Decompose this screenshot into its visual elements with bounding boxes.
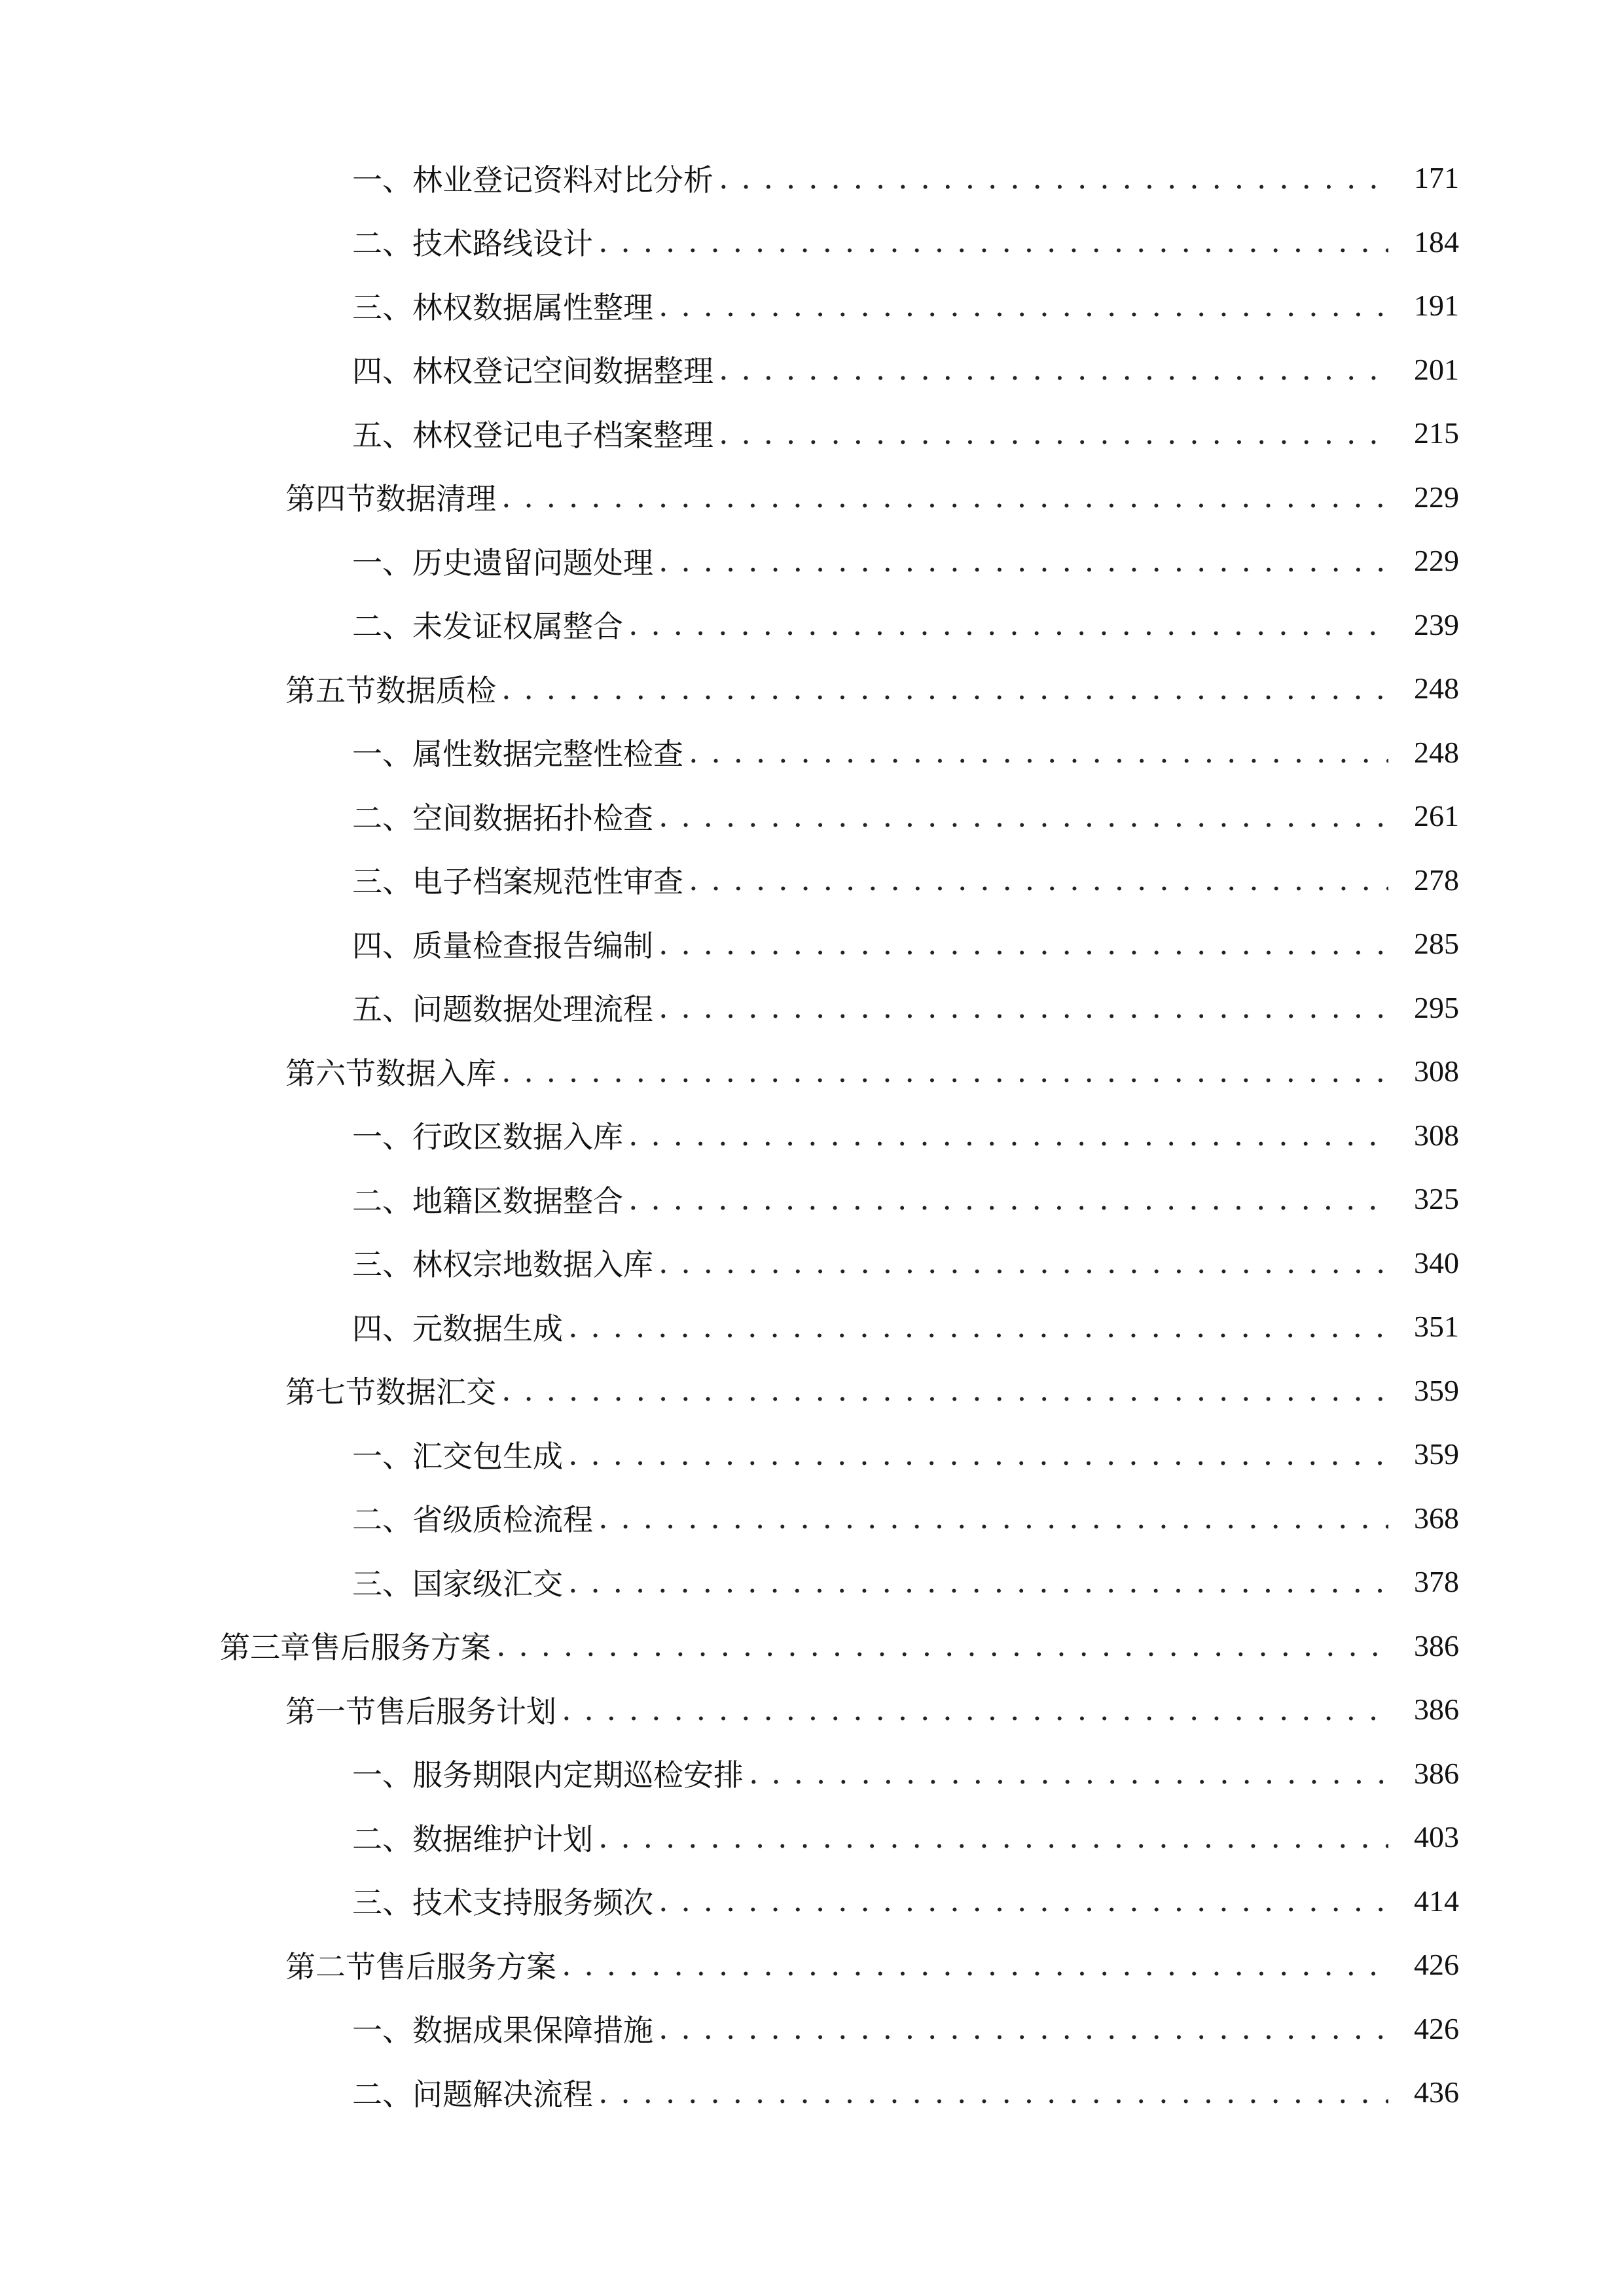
toc-entry-page-number: 359 bbox=[1414, 1437, 1459, 1471]
dot-leader bbox=[598, 224, 1388, 259]
toc-entry-item[interactable] bbox=[0, 1167, 1624, 1231]
dot-leader bbox=[568, 1309, 1388, 1344]
toc-entry-number: 一、 bbox=[352, 736, 412, 772]
toc-entry-number: 一、 bbox=[352, 1119, 412, 1155]
dot-leader bbox=[659, 926, 1388, 961]
toc-entry-title: 林权登记电子档案整理 bbox=[412, 417, 713, 453]
dot-leader bbox=[659, 798, 1388, 834]
toc-entry-number: 一、 bbox=[352, 1757, 412, 1793]
toc-entry-title: 历史遗留问题处理 bbox=[412, 545, 653, 581]
toc-entry-page-number: 436 bbox=[1414, 2075, 1459, 2109]
toc-entry-item[interactable] bbox=[0, 274, 1624, 338]
toc-entry-item[interactable] bbox=[0, 1869, 1624, 1933]
toc-entry-title: 售后服务方案 bbox=[310, 1630, 491, 1666]
toc-entry-number: 四、 bbox=[352, 1310, 412, 1346]
dot-leader bbox=[598, 2075, 1388, 2110]
toc-entry-item[interactable] bbox=[0, 976, 1624, 1040]
toc-entry-item[interactable] bbox=[0, 848, 1624, 912]
toc-entry-number: 一、 bbox=[352, 2013, 412, 2049]
toc-entry-number: 一、 bbox=[352, 162, 412, 198]
toc-entry-title: 国家级汇交 bbox=[412, 1566, 563, 1602]
toc-entry-item[interactable] bbox=[0, 1231, 1624, 1295]
dot-leader bbox=[568, 1564, 1388, 1600]
toc-entry-number: 三、 bbox=[352, 289, 412, 325]
toc-entry-number: 二、 bbox=[352, 1183, 412, 1219]
toc-entry-item[interactable] bbox=[0, 1103, 1624, 1168]
toc-entry-number: 二、 bbox=[352, 609, 412, 645]
toc-entry-page-number: 426 bbox=[1414, 1948, 1459, 1982]
toc-entry-item[interactable] bbox=[0, 1742, 1624, 1806]
toc-entry-page-number: 239 bbox=[1414, 607, 1459, 641]
toc-entry-page-number: 325 bbox=[1414, 1182, 1459, 1216]
toc-entry-item[interactable] bbox=[0, 1550, 1624, 1614]
toc-entry-number: 第五节 bbox=[285, 672, 376, 708]
dot-leader bbox=[501, 1372, 1388, 1408]
dot-leader bbox=[749, 1755, 1388, 1791]
toc-entry-title: 林权数据属性整理 bbox=[412, 289, 653, 325]
toc-entry-title: 技术路线设计 bbox=[412, 226, 593, 262]
toc-entry-number: 第一节 bbox=[285, 1693, 376, 1729]
toc-entry-page-number: 285 bbox=[1414, 927, 1459, 961]
toc-entry-title: 地籍区数据整合 bbox=[412, 1183, 623, 1219]
toc-entry-section[interactable] bbox=[0, 656, 1624, 721]
toc-entry-page-number: 386 bbox=[1414, 1693, 1459, 1727]
toc-entry-item[interactable] bbox=[0, 1295, 1624, 1359]
toc-entry-title: 汇交包生成 bbox=[412, 1438, 563, 1474]
toc-entry-item[interactable] bbox=[0, 529, 1624, 593]
toc-entry-title: 数据质检 bbox=[376, 672, 496, 708]
toc-entry-number: 第六节 bbox=[285, 1055, 376, 1091]
dot-leader bbox=[501, 479, 1388, 514]
toc-entry-title: 质量检查报告编制 bbox=[412, 927, 653, 963]
toc-entry-section[interactable] bbox=[0, 1359, 1624, 1423]
dot-leader bbox=[719, 160, 1388, 196]
toc-entry-title: 数据维护计划 bbox=[412, 1821, 593, 1857]
toc-entry-title: 行政区数据入库 bbox=[412, 1119, 623, 1155]
toc-entry-page-number: 278 bbox=[1414, 863, 1459, 897]
toc-entry-title: 空间数据拓扑检查 bbox=[412, 800, 653, 836]
toc-entry-number: 二、 bbox=[352, 1821, 412, 1857]
dot-leader bbox=[689, 734, 1388, 770]
toc-entry-title: 问题解决流程 bbox=[412, 2076, 593, 2112]
toc-entry-number: 二、 bbox=[352, 2076, 412, 2112]
toc-entry-page-number: 261 bbox=[1414, 799, 1459, 833]
dot-leader bbox=[628, 1117, 1388, 1153]
toc-entry-title: 数据汇交 bbox=[376, 1374, 496, 1410]
toc-entry-title: 林权宗地数据入库 bbox=[412, 1247, 653, 1283]
toc-entry-page-number: 248 bbox=[1414, 735, 1459, 769]
toc-entry-title: 数据入库 bbox=[376, 1055, 496, 1091]
toc-entry-page-number: 201 bbox=[1414, 352, 1459, 386]
dot-leader bbox=[562, 1692, 1388, 1727]
toc-entry-item[interactable] bbox=[0, 721, 1624, 785]
dot-leader bbox=[501, 671, 1388, 706]
toc-entry-number: 二、 bbox=[352, 226, 412, 262]
toc-entry-number: 一、 bbox=[352, 545, 412, 581]
toc-entry-number: 三、 bbox=[352, 1885, 412, 1921]
toc-entry-page-number: 308 bbox=[1414, 1054, 1459, 1088]
toc-entry-number: 五、 bbox=[352, 992, 412, 1028]
toc-entry-title: 技术支持服务频次 bbox=[412, 1885, 653, 1921]
toc-entry-page-number: 340 bbox=[1414, 1246, 1459, 1280]
toc-entry-title: 数据清理 bbox=[376, 481, 496, 517]
toc-entry-title: 未发证权属整合 bbox=[412, 609, 623, 645]
toc-entry-title: 售后服务计划 bbox=[376, 1693, 556, 1729]
toc-entry-page-number: 248 bbox=[1414, 672, 1459, 706]
dot-leader bbox=[719, 351, 1388, 387]
toc-entry-page-number: 191 bbox=[1414, 289, 1459, 323]
toc-entry-number: 五、 bbox=[352, 417, 412, 453]
dot-leader bbox=[719, 416, 1388, 451]
toc-entry-title: 林业登记资料对比分析 bbox=[412, 162, 713, 198]
toc-entry-page-number: 403 bbox=[1414, 1820, 1459, 1854]
toc-entry-section[interactable] bbox=[0, 1677, 1624, 1742]
toc-entry-item[interactable] bbox=[0, 1486, 1624, 1551]
toc-entry-item[interactable] bbox=[0, 146, 1624, 210]
toc-entry-page-number: 378 bbox=[1414, 1565, 1459, 1599]
toc-entry-number: 三、 bbox=[352, 1247, 412, 1283]
toc-entry-page-number: 386 bbox=[1414, 1628, 1459, 1662]
toc-entry-item[interactable] bbox=[0, 1997, 1624, 2061]
toc-entry-item[interactable] bbox=[0, 2060, 1624, 2125]
dot-leader bbox=[659, 2011, 1388, 2046]
toc-entry-page-number: 215 bbox=[1414, 416, 1459, 450]
toc-entry-number: 第四节 bbox=[285, 481, 376, 517]
dot-leader bbox=[598, 1820, 1388, 1855]
toc-entry-page-number: 351 bbox=[1414, 1310, 1459, 1344]
toc-entry-title: 数据成果保障措施 bbox=[412, 2013, 653, 2049]
table-of-contents bbox=[0, 146, 1624, 2125]
toc-entry-page-number: 414 bbox=[1414, 1884, 1459, 1918]
dot-leader bbox=[659, 1883, 1388, 1918]
dot-leader bbox=[562, 1947, 1388, 1982]
dot-leader bbox=[659, 288, 1388, 323]
toc-entry-item[interactable] bbox=[0, 338, 1624, 402]
toc-entry-number: 第二节 bbox=[285, 1948, 376, 1984]
toc-entry-page-number: 359 bbox=[1414, 1373, 1459, 1407]
dot-leader bbox=[628, 607, 1388, 642]
toc-entry-page-number: 184 bbox=[1414, 224, 1459, 259]
toc-entry-number: 四、 bbox=[352, 353, 412, 389]
toc-entry-title: 电子档案规范性审查 bbox=[412, 864, 683, 900]
dot-leader bbox=[501, 1054, 1388, 1089]
toc-entry-page-number: 386 bbox=[1414, 1756, 1459, 1790]
toc-entry-section[interactable] bbox=[0, 465, 1624, 529]
dot-leader bbox=[496, 1628, 1388, 1663]
toc-entry-page-number: 368 bbox=[1414, 1501, 1459, 1535]
toc-entry-page-number: 308 bbox=[1414, 1118, 1459, 1152]
toc-entry-item[interactable] bbox=[0, 1805, 1624, 1869]
dot-leader bbox=[659, 1245, 1388, 1280]
toc-entry-page-number: 229 bbox=[1414, 544, 1459, 578]
toc-entry-section[interactable] bbox=[0, 1933, 1624, 1997]
toc-entry-title: 问题数据处理流程 bbox=[412, 992, 653, 1028]
toc-entry-item[interactable] bbox=[0, 593, 1624, 657]
toc-entry-number: 第三章 bbox=[220, 1630, 310, 1666]
toc-entry-section[interactable] bbox=[0, 1039, 1624, 1103]
toc-entry-item[interactable] bbox=[0, 401, 1624, 465]
toc-entry-page-number: 171 bbox=[1414, 161, 1459, 195]
dot-leader bbox=[598, 1500, 1388, 1535]
toc-entry-title: 林权登记空间数据整理 bbox=[412, 353, 713, 389]
dot-leader bbox=[659, 990, 1388, 1025]
toc-entry-number: 二、 bbox=[352, 1502, 412, 1538]
toc-entry-title: 属性数据完整性检查 bbox=[412, 736, 683, 772]
dot-leader bbox=[628, 1181, 1388, 1217]
toc-entry-number: 三、 bbox=[352, 864, 412, 900]
toc-entry-item[interactable] bbox=[0, 784, 1624, 848]
toc-entry-item[interactable] bbox=[0, 912, 1624, 976]
toc-entry-number: 二、 bbox=[352, 800, 412, 836]
toc-entry-page-number: 229 bbox=[1414, 480, 1459, 514]
toc-entry-page-number: 295 bbox=[1414, 990, 1459, 1024]
toc-entry-number: 一、 bbox=[352, 1438, 412, 1474]
toc-entry-title: 省级质检流程 bbox=[412, 1502, 593, 1538]
toc-entry-item[interactable] bbox=[0, 1422, 1624, 1486]
toc-entry-chapter[interactable] bbox=[0, 1614, 1624, 1678]
toc-entry-title: 服务期限内定期巡检安排 bbox=[412, 1757, 744, 1793]
dot-leader bbox=[689, 862, 1388, 897]
toc-entry-number: 第七节 bbox=[285, 1374, 376, 1410]
dot-leader bbox=[659, 543, 1388, 579]
toc-entry-number: 三、 bbox=[352, 1566, 412, 1602]
toc-entry-title: 售后服务方案 bbox=[376, 1948, 556, 1984]
toc-entry-page-number: 426 bbox=[1414, 2011, 1459, 2045]
toc-entry-title: 元数据生成 bbox=[412, 1310, 563, 1346]
toc-entry-item[interactable] bbox=[0, 210, 1624, 274]
dot-leader bbox=[568, 1437, 1388, 1472]
toc-entry-number: 四、 bbox=[352, 927, 412, 963]
